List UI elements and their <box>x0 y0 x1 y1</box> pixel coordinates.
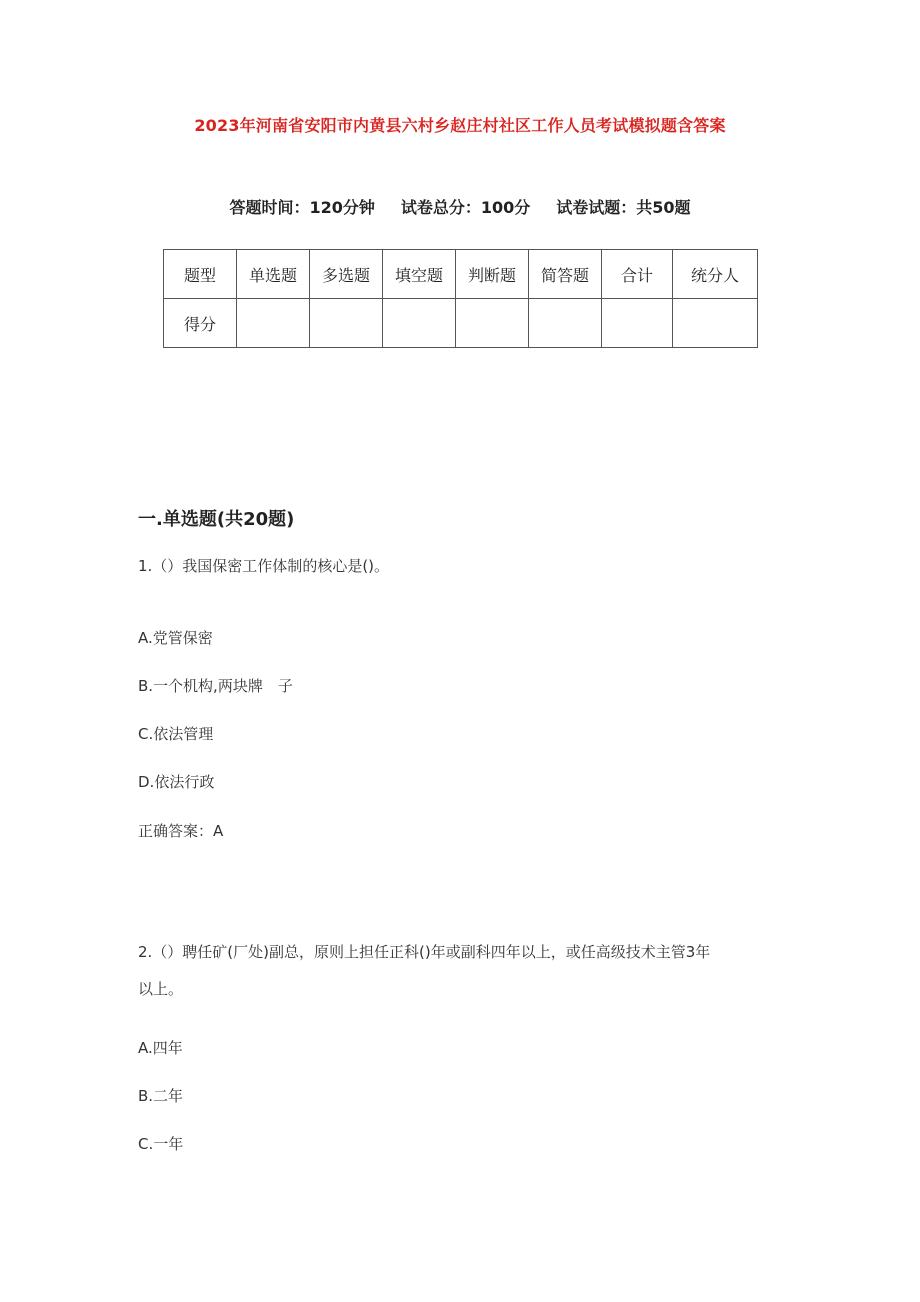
header-cell-single-choice: 单选题 <box>237 250 310 299</box>
question-1-option-d: D.依法行政 <box>138 773 215 791</box>
exam-time: 答题时间：120分钟 <box>229 198 375 217</box>
question-2-stem-line-1: 2.（）聘任矿(厂处)副总，原则上担任正科()年或副科四年以上，或任高级技术主管3年 <box>138 943 711 961</box>
question-1-option-b: B.一个机构,两块牌 子 <box>138 677 293 695</box>
document-title: 2023年河南省安阳市内黄县六村乡赵庄村社区工作人员考试模拟题含答案 <box>194 116 726 135</box>
score-cell <box>310 299 383 348</box>
question-2-stem-line-2: 以上。 <box>138 980 184 998</box>
header-cell-scorer: 统分人 <box>673 250 758 299</box>
score-cell <box>383 299 456 348</box>
question-1-stem: 1.（）我国保密工作体制的核心是()。 <box>138 557 390 575</box>
section-title: 一.单选题(共20题) <box>138 509 295 530</box>
score-cell <box>602 299 673 348</box>
exam-info <box>0 195 920 218</box>
score-table-header-row <box>164 250 758 299</box>
header-cell-multi-choice: 多选题 <box>310 250 383 299</box>
question-2-option-c: C.一年 <box>138 1135 184 1153</box>
score-table-score-row <box>164 299 758 348</box>
exam-question-count: 试卷试题：共50题 <box>556 198 691 217</box>
header-cell-short-answer: 简答题 <box>529 250 602 299</box>
question-1-option-a: A.党管保密 <box>138 629 213 647</box>
header-cell-fill-blank: 填空题 <box>383 250 456 299</box>
header-cell-type: 题型 <box>164 250 237 299</box>
question-1-answer: 正确答案：A <box>138 822 224 840</box>
question-2-option-a: A.四年 <box>138 1039 183 1057</box>
score-cell <box>673 299 758 348</box>
header-cell-true-false: 判断题 <box>456 250 529 299</box>
question-1-option-c: C.依法管理 <box>138 725 214 743</box>
score-cell <box>529 299 602 348</box>
score-table <box>163 249 758 348</box>
score-row-label: 得分 <box>164 299 237 348</box>
header-cell-total: 合计 <box>602 250 673 299</box>
exam-total-score: 试卷总分：100分 <box>400 198 531 217</box>
question-2-option-b: B.二年 <box>138 1087 184 1105</box>
score-cell <box>456 299 529 348</box>
score-cell <box>237 299 310 348</box>
